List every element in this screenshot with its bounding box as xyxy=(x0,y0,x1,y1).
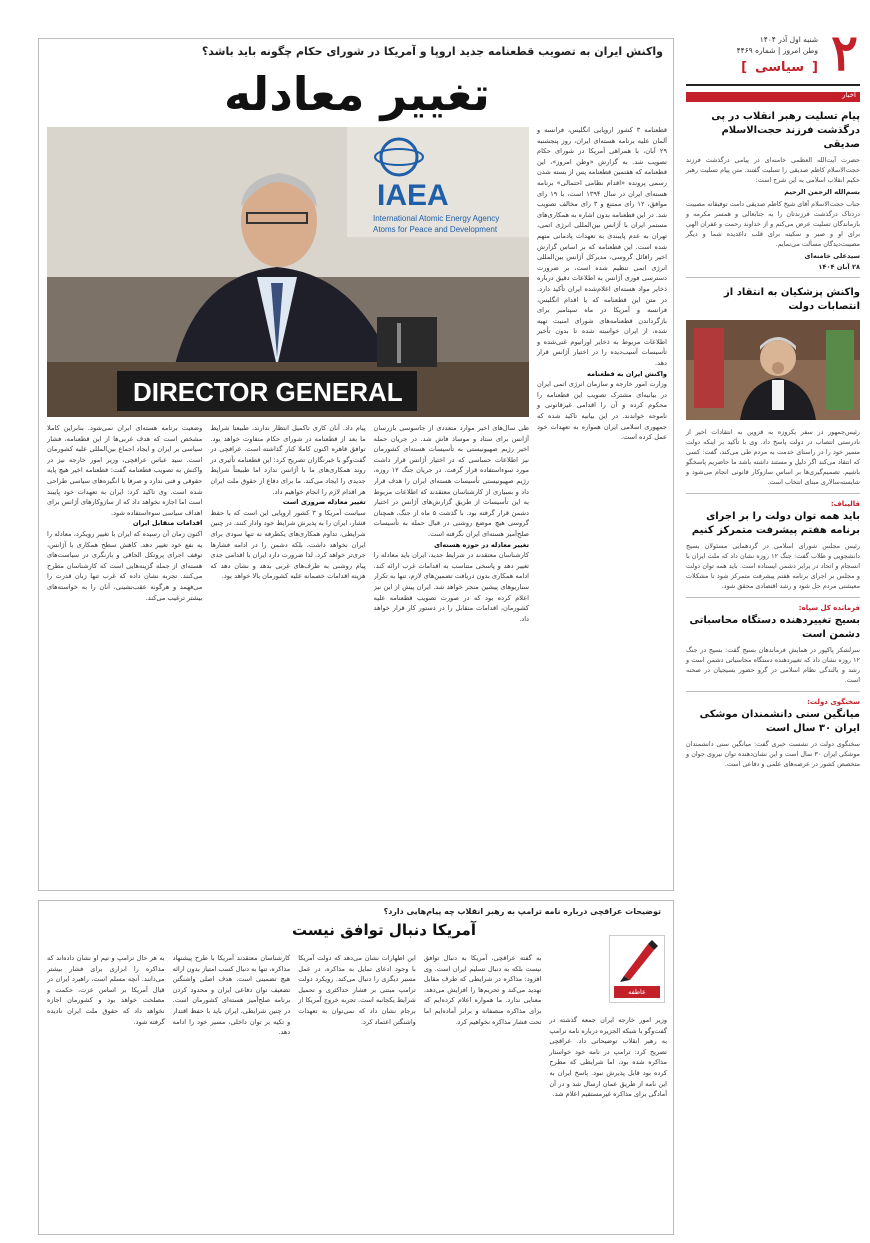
pezeshkian-title: واکنش پزشکیان به انتقاد از انتصابات دولت xyxy=(724,287,860,312)
sidebar-item-condolence[interactable] xyxy=(686,110,860,271)
col1-text-b: کارشناسان معتقدند در شرایط جدید، ایران باید معادله را تغییر دهد و پاسخی متناسب به اقدامات غرب ارائه کند. ادامه همکاری بدون دریافت تضمین‌های لازم، تنها به تکرار سناریوهای پیشین منجر خواهد شد. ایران پیش از این نیز اعلام کرده بود که در صورت تصویب قطعنامه علیه کشورمان، اقدامات متقابل را در دستور کار قرار خواهد داد. xyxy=(373,551,529,623)
bottom-col-2: به گفته عراقچی، آمریکا به دنبال توافق نیست بلکه به دنبال تسلیم ایران است. وی افزود: مذاکره در شرایطی که طرف مقابل تهدید می‌کند و تحریم‌ها را افزایش می‌دهد، معنایی ندارد. ما همواره اعلام کرده‌ایم که برای مذاکره منصفانه و برابر آماده‌ایم اما تحت فشار مذاکره نخواهیم کرد. xyxy=(423,954,542,1026)
condolence-intro: حضرت آیت‌الله العظمی خامنه‌ای در پیامی درگذشت فرزند حجت‌الاسلام کاظم صدیقی را تسلیت گفتند. متن پیام تسلیت رهبر حکیم انقلاب اسلامی به این شرح است: xyxy=(686,156,860,184)
main-col-2 xyxy=(210,423,365,863)
sidebar-item-ghalibaf[interactable] xyxy=(686,500,860,591)
col3-text-b: اکنون زمان آن رسیده که ایران با تغییر رویکرد، معادله را به نفع خود تغییر دهد. کاهش سطح همکاری با آژانس، توقف اجرای پروتکل الحاقی و بازنگری در سیاست‌های هسته‌ای از جمله گزینه‌هایی است که کارشناسان مطرح می‌کنند. تجربه نشان داده که غرب تنها زبان قدرت را می‌فهمد و هرگونه عقب‌نشینی، آنان را به خواسته‌های بیشتر ترغیب می‌کند. xyxy=(47,529,203,602)
bottom-article xyxy=(38,900,674,1235)
col3-text: وضعیت برنامه هسته‌ای ایران نمی‌شود. بنابراین کاملا مشخص است که هدف غربی‌ها از این قطعنامه، فشار سیاسی بر ایران و ایجاد اجماع بین‌المللی علیه کشورمان است. سید عباس عراقچی، وزیر امور خارجه نیز در واکنش به تصویب قطعنامه گفت: قطعنامه اخیر هیچ پایه حقوقی و فنی ندارد و صرفا با انگیزه‌های سیاسی طراحی شده است. وی تاکید کرد: ایران به تعهدات خود پایبند است اما اجازه نخواهد داد که از سازوکارهای آژانس برای اهداف سیاسی سوءاستفاده شود. xyxy=(47,424,203,517)
condolence-body: جناب حجت‌الاسلام آقای شیخ کاظم صدیقی دامت توفیقاته مصیبت دردناک درگذشت فرزندتان را به جنابعالی و همسر مکرمه و بازماندگان تسلیت عرض می‌کنم و از خداوند رحمت و غفران الهی برای او و صبر و سکینه برای قلب داغدیده شما و دیگر مصیبت‌دیدگان مسألت می‌نمایم. xyxy=(686,200,860,248)
col3-subhead: اقدامات متقابل ایران xyxy=(132,519,203,528)
iaea-agency-line2: Atoms for Peace and Development xyxy=(373,225,498,234)
masthead xyxy=(686,25,860,86)
issue-line: وطن امروز | شماره ۴۴۶۹ xyxy=(736,46,818,55)
condolence-title: پیام تسلیت رهبر انقلاب در پی درگذشت فرزند حجت‌الاسلام صدیقی xyxy=(711,111,860,150)
sidebar-item-pezeshkian[interactable] xyxy=(686,286,860,487)
irgc-title: بسیج تغییردهنده دستگاه محاسباتی دشمن است xyxy=(689,615,860,640)
bottom-supertitle: توضیحات عراقچی درباره نامه ترامپ به رهبر انقلاب چه پیام‌هایی دارد؟ xyxy=(383,907,661,916)
col1-subhead: تغییر معادله در حوزه هسته‌ای xyxy=(433,540,529,549)
news-bar xyxy=(686,92,860,102)
pezeshkian-photo xyxy=(686,320,860,420)
separator xyxy=(686,597,860,598)
main-article xyxy=(38,38,674,891)
ghalibaf-title: باید همه توان دولت را بر اجرای برنامه هفتم پیشرفت متمرکز کنیم xyxy=(691,511,860,536)
irgc-kicker: فرمانده کل سپاه: xyxy=(798,604,860,612)
spokesperson-text: سخنگوی دولت در نشست خبری گفت: میانگین سنی دانشمندان موشکی ایران ۳۰ سال است و این نشان‌دهنده توان نیروی جوان و متخصص کشور در عرصه‌های علمی و دفاعی است. xyxy=(686,740,860,768)
main-col-1 xyxy=(374,423,529,863)
iaea-agency-line1: International Atomic Energy Agency xyxy=(373,214,500,223)
main-headline[interactable]: تغییر معادله xyxy=(224,67,490,121)
writer-name: عاطفه سهراب‌پور xyxy=(614,986,660,998)
grossi-photo xyxy=(47,127,529,417)
page-number: ۲ xyxy=(831,25,858,81)
sidebar-item-irgc[interactable] xyxy=(686,604,860,685)
date-block xyxy=(737,34,818,56)
placard-text: DIRECTOR GENERAL xyxy=(133,377,403,407)
condolence-basmala: بسم‌الله الرحمن الرحیم xyxy=(784,188,860,196)
col2-text-b: سیاست آمریکا و ۳ کشور اروپایی این است که با حفظ فشار، ایران را به پذیرش شرایط خود وادار کنند. در چنین شرایطی، تداوم همکاری‌های یکطرفه نه تنها سودی برای ایران نخواهد داشت، بلکه دشمن را در ادامه فشارها جری‌تر خواهد کرد. لذا ضرورت دارد ایران با اقدامی جدی پیام روشنی به طرف‌های غربی بدهد و نشان دهد که هزینه اقدامات خصمانه علیه کشورمان بالا خواهد بود. xyxy=(210,508,366,581)
separator xyxy=(686,493,860,494)
sidebar xyxy=(686,25,860,1240)
lead-text-2: وزارت امور خارجه و سازمان انرژی اتمی ایران در بیانیه‌ای مشترک تصویب این قطعنامه را محکوم کرده و آن را اقدامی غیرقانونی و ناموجه خواندند. در این بیانیه تاکید شده که جمهوری اسلامی ایران همواره به تعهدات خود عمل کرده است. xyxy=(537,380,667,442)
ghalibaf-kicker: قالیباف: xyxy=(830,500,860,508)
ghalibaf-text: رئیس مجلس شورای اسلامی در گردهمایی مسئولان بسیج دانشجویی و طلاب گفت: جنگ ۱۲ روزه نشان داد که ملت ایران با انسجام و اتحاد در برابر دشمن ایستاده است. باید همه توان دولت و مجلس بر اجرای برنامه هفتم پیشرفت متمرکز شود تا مشکلات معیشتی مردم حل شود و رشد اقتصادی محقق شود. xyxy=(686,542,860,590)
iaea-logo-text: IAEA xyxy=(377,179,449,212)
bottom-col-4: کارشناسان معتقدند آمریکا با طرح پیشنهاد مذاکره، تنها به دنبال کسب امتیاز بدون ارائه هیچ تضمینی است. هدف اصلی واشنگتن تضعیف توان دفاعی ایران و محدود کردن برنامه صلح‌آمیز هسته‌ای کشورمان است. در چنین شرایطی، ایران باید با حفظ اقتدار و تکیه بر توان داخلی، مسیر خود را ادامه دهد. xyxy=(172,954,291,1037)
lead-subhead: واکنش ایران به قطعنامه xyxy=(586,369,667,378)
spokesperson-kicker: سخنگوی دولت: xyxy=(807,698,860,706)
bottom-columns xyxy=(47,953,667,1229)
news-label: اخبار xyxy=(842,91,856,99)
col1-text: طی سال‌های اخیر موارد متعددی از جاسوسی بازرسان آژانس برای ستاد و موساد فاش شد. در جریان حمله اخیر رژیم صهیونیستی به تأسیسات هسته‌ای کشورمان نیز اطلاعات حساسی که در اختیار آژانس قرار داشت مورد سوءاستفاده قرار گرفت. در جریان جنگ ۱۲ روزه، رژیم صهیونیستی تأسیسات هسته‌ای ایران را هدف قرار داد و بسیاری از کارشناسان معتقدند که اطلاعات مربوط به این تأسیسات از طریق گزارش‌های آژانس در اختیار دشمن قرار گرفته بود. با گذشت ۵ ماه از جنگ، همچنان گروسی هیچ موضع روشنی در قبال حمله به تأسیسات صلح‌آمیز هسته‌ای ایران نگرفته است. xyxy=(373,424,529,538)
bottom-col-3: این اظهارات نشان می‌دهد که دولت آمریکا با وجود ادعای تمایل به مذاکره، در عمل مسیر دیگری را دنبال می‌کند. رویکرد دولت ترامپ مبتنی بر فشار حداکثری و تحمیل شرایط یکجانبه است. تجربه خروج آمریکا از برجام نشان داد که نمی‌توان به تعهدات واشنگتن اعتماد کرد. xyxy=(298,954,416,1026)
date-line: شنبه اول آذر ۱۴۰۴ xyxy=(759,35,818,44)
sidebar-item-spokesperson[interactable] xyxy=(686,698,860,769)
col2-text: پیام داد. آنان کاری تاکمیل انتظار ندارند، طبیعتا شرایط ما بعد از قطعنامه در شورای حکام متفاوت خواهد بود. توافق قاهره اکنون کاملا کنار گذاشته است. عراقچی در گفت‌وگو با خبرنگاران تصریح کرد: این قطعنامه تأثیری در روند همکاری‌های ما با آژانس ندارد اما طبیعتاً شرایط جدیدی را ایجاد می‌کند. ما برای دفاع از حقوق ملت ایران هر اقدام لازم را انجام خواهیم داد. xyxy=(210,424,366,496)
separator xyxy=(686,277,860,278)
main-columns xyxy=(47,423,529,863)
pezeshkian-text: رئیس‌جمهور در سفر یکروزه به قزوین به انتقادات اخیر از نادرستی انتصاب در دولت پاسخ داد. وی با تأکید بر اینکه دولت مسیر خود را در راستای خدمت به مردم طی می‌کند، گفت: کسی که انتقاد می‌کند اگر دلیل و مستند داشته باشد ما حاضریم پاسخگو باشیم. تصمیم‌گیری‌ها بر اساس سازوکار قانونی انجام می‌شود و شایسته‌سالاری مبنای انتخاب است. xyxy=(686,428,860,486)
separator xyxy=(686,691,860,692)
lead-text: قطعنامه ۳ کشور اروپایی انگلیس، فرانسه و آلمان علیه برنامه هسته‌ای ایران، روز پنجشنبه ۲۹ آبان، با همراهی آمریکا در شورای حکام تصویب شد. به گزارش «وطن امروز»، این قطعنامه که هفتمین قطعنامه پس از بسته شدن رسمی پرونده «اقدام نظامی احتمالی» برنامه هسته‌ای ایران در سال ۱۳۹۴ است، با ۱۹ رای موافق، ۱۲ رای ممتنع و ۳ رای مخالف تصویب شد. در این قطعنامه بدون اشاره به همکاری‌های مستمر ایران با آژانس بین‌المللی انرژی اتمی، تهران به عدم پایبندی به تعهدات پادمانی متهم شده است. این قطعنامه که بر اساس گزارش اخیر رافائل گروسی، مدیرکل آژانس بین‌المللی انرژی اتمی تنظیم شده است، بر ضرورت دسترسی فوری آژانس به اطلاعات دقیق درباره ذخایر مواد هسته‌ای اعلام‌شده ایران تأکید دارد. در متن این قطعنامه که با اقدام انگلیس، فرانسه و آمریکا در ماه سپتامبر برای بازگرداندن قطعنامه‌های شورای امنیت تهیه شده، از ایران خواسته شده تا بدون تأخیر اطلاعات مربوط به ذخایر اورانیوم غنی‌شده و تأسیسات آسیب‌دیده را در اختیار آژانس قرار دهد. xyxy=(537,126,668,368)
condolence-signature: سیدعلی خامنه‌ای xyxy=(804,252,860,260)
section-label: [ سیاسی ] xyxy=(741,60,818,75)
bottom-headline[interactable]: آمریکا دنبال توافق نیست xyxy=(292,921,476,939)
bottom-col-1: وزیر امور خارجه ایران جمعه گذشته در گفت‌وگو با شبکه الجزیره درباره نامه ترامپ به رهبر انقلاب توضیحاتی داد. عراقچی تصریح کرد: ترامپ در نامه خود خواستار مذاکره شده بود، اما شرایطی که مطرح کرده بود قابل پذیرش نبود. پاسخ ایران به این نامه از طریق عمان ارسال شد و در آن آمادگی برای مذاکره غیرمستقیم اعلام شد. xyxy=(549,1016,667,1099)
spokesperson-title: میانگین سنی دانشمندان موشکی ایران ۳۰ سال است xyxy=(699,709,860,734)
main-lead xyxy=(537,125,667,869)
bottom-col-5: به هر حال ترامپ و تیم او نشان داده‌اند که مذاکره را ابزاری برای فشار بیشتر می‌دانند. آنچه مسلم است، راهبرد ایران در قبال آمریکا بر اساس عزت، حکمت و مصلحت خواهد بود و کشورمان اجازه نخواهد داد که حقوق ملت ایران نادیده گرفته شود. xyxy=(47,954,165,1026)
main-supertitle: واکنش ایران به تصویب قطعنامه جدید اروپا و آمریکا در شورای حکام چگونه باید باشد؟ xyxy=(201,45,663,58)
col2-subhead: تغییر معادله ضروری است xyxy=(282,498,366,507)
irgc-text: سرلشکر پاکپور در همایش فرماندهان بسیج گفت: بسیج در جنگ ۱۲ روزه نشان داد که تغییردهنده دستگاه محاسباتی دشمن است و رشد و بالندگی نظام اسلامی در گرو حضور بسیجیان در صحنه است. xyxy=(686,646,860,684)
main-col-3 xyxy=(47,423,202,863)
condolence-date: ۲۸ آبان ۱۴۰۴ xyxy=(818,263,860,271)
